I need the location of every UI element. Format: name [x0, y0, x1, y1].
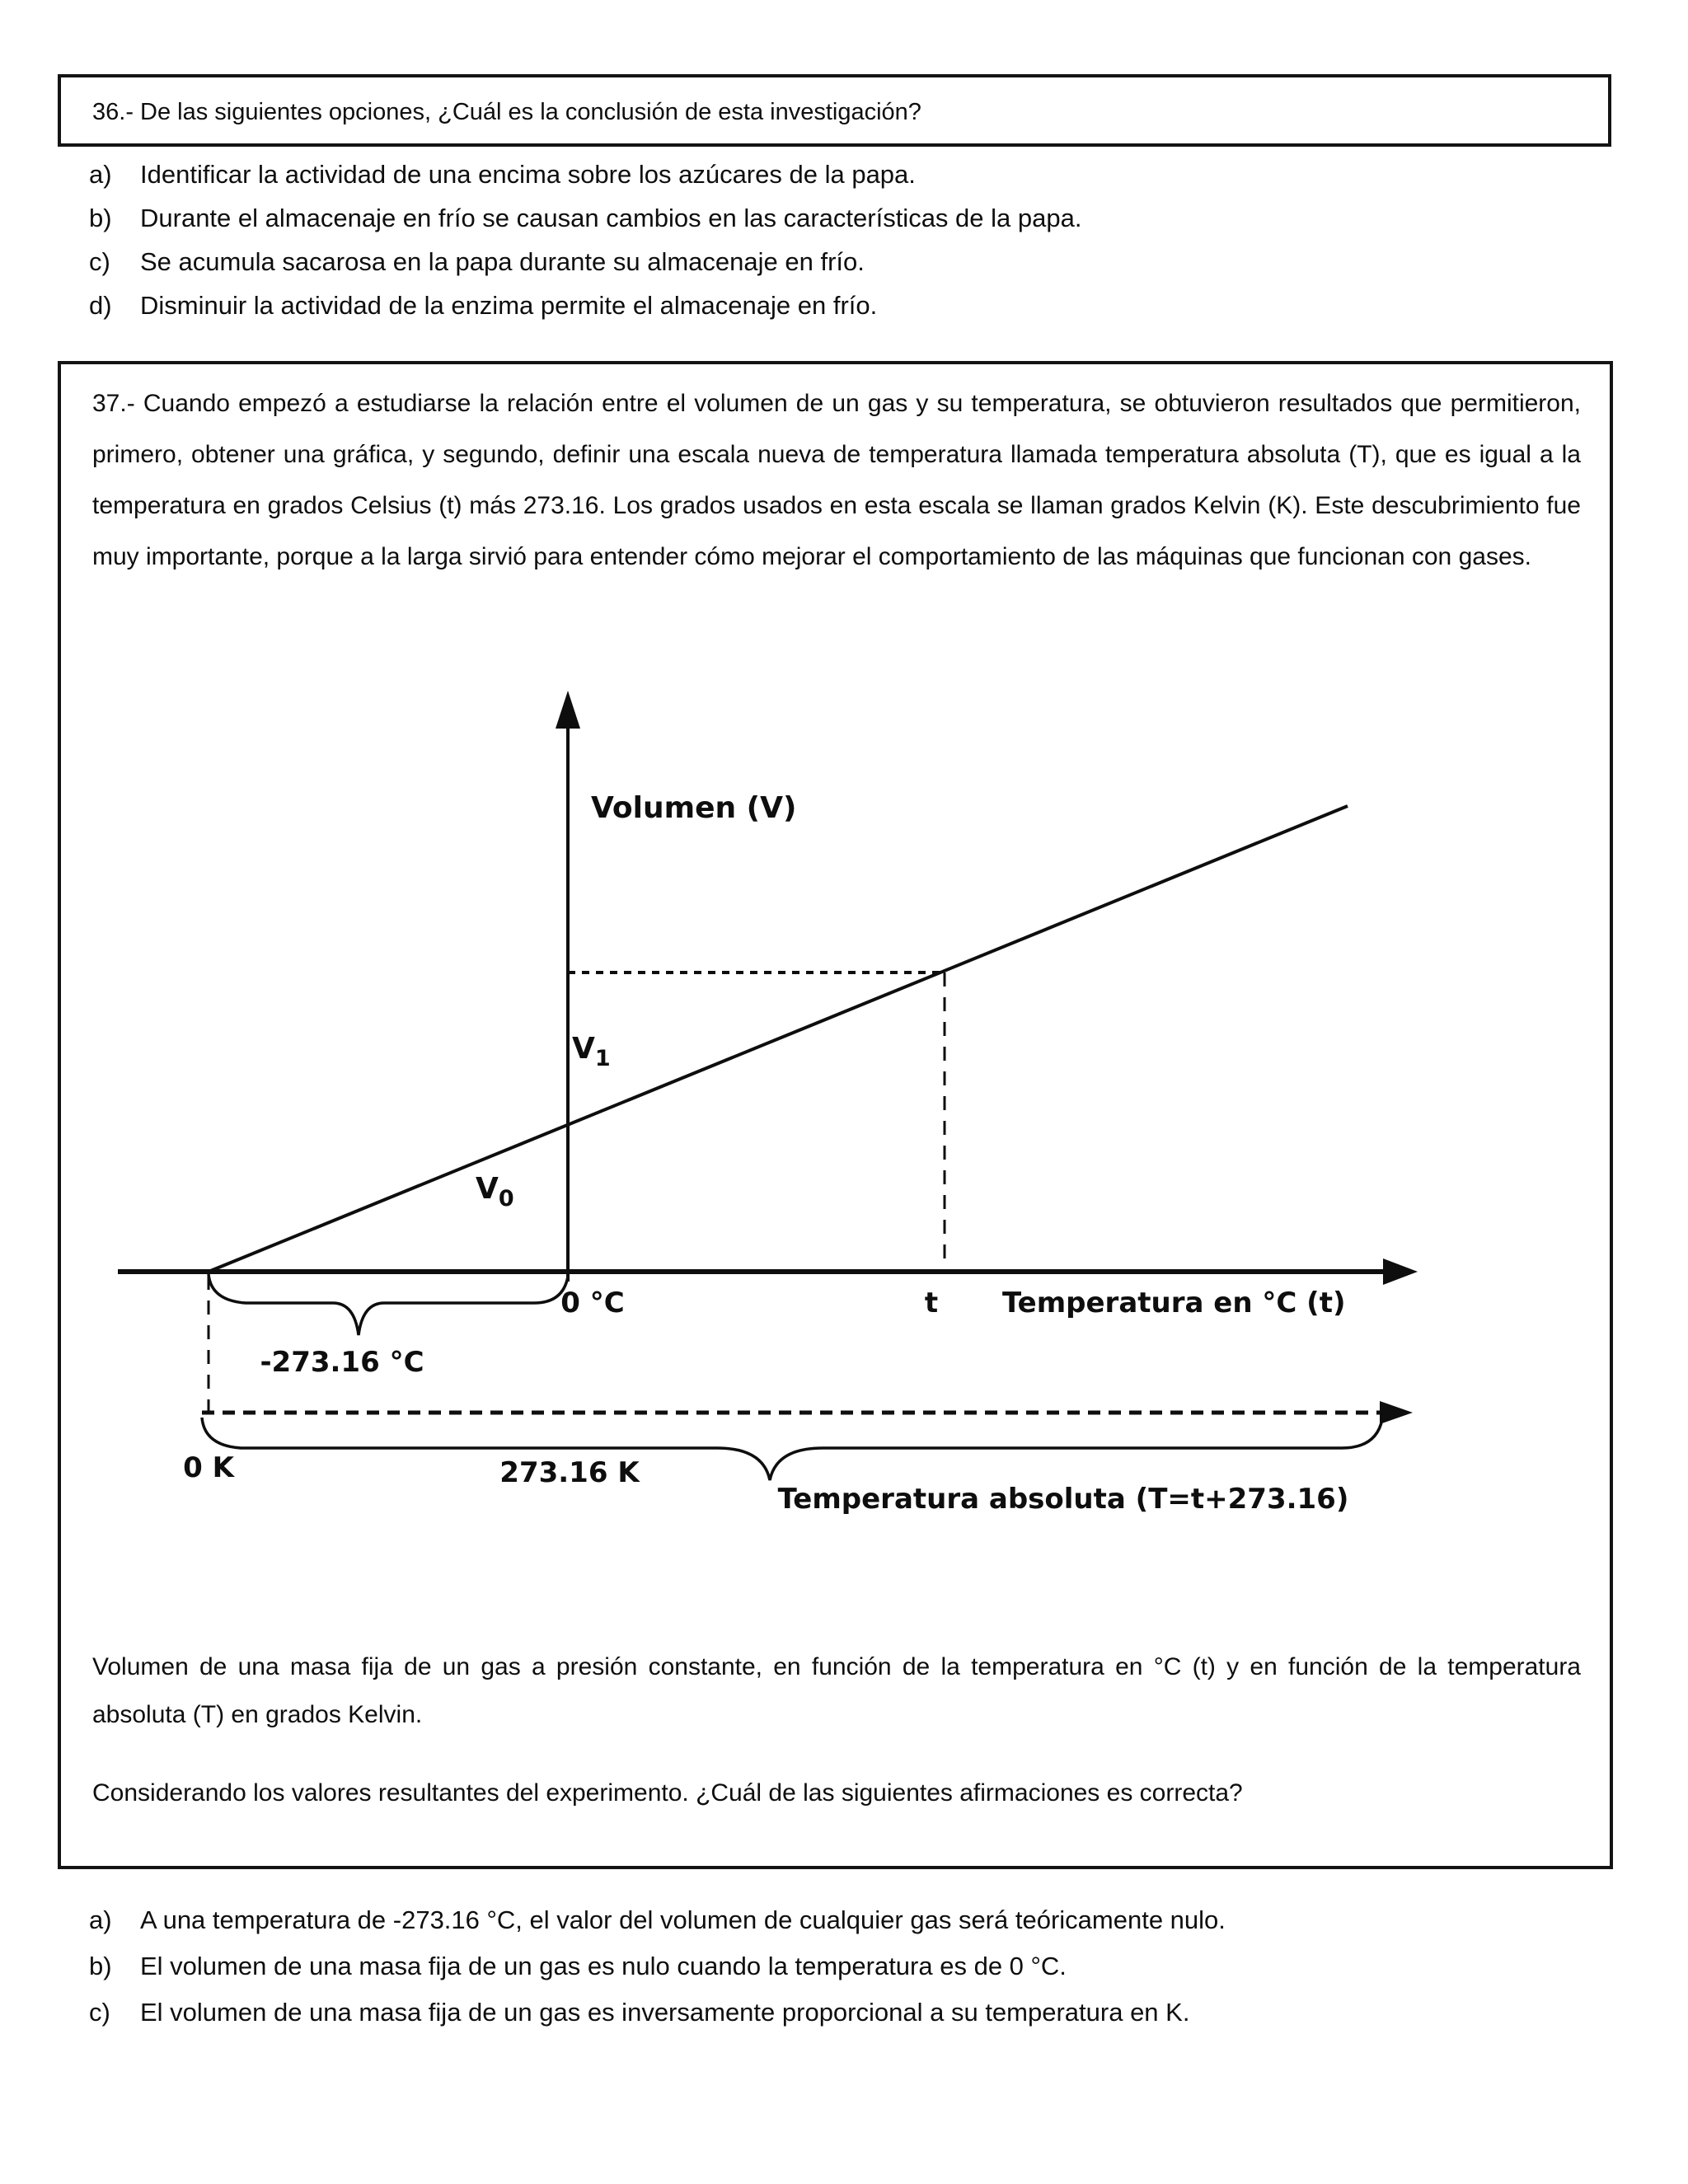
y-axis-label: Volumen (V)	[591, 791, 797, 825]
option-marker: c)	[89, 247, 110, 276]
option-marker: a)	[89, 160, 112, 189]
option-marker: a)	[89, 1905, 112, 1934]
x-axis-arrow-icon	[1383, 1258, 1418, 1285]
question-36-option-c	[89, 244, 1639, 280]
question-36-box	[58, 74, 1611, 147]
minus-273-label: -273.16 °C	[260, 1346, 424, 1379]
figure-caption: Volumen de una masa fija de un gas a presión constante, en función de la temperatura en °C (t) y en función de la temperatura absoluta (T) en grados Kelvin.	[92, 1653, 1581, 1728]
option-marker: b)	[89, 1952, 112, 1980]
gas-line	[209, 806, 1348, 1272]
zero-celsius-label: 0 °C	[560, 1286, 625, 1319]
v1-label: $V_1$	[572, 1032, 611, 1071]
kelvin-273-label: 273.16 K	[499, 1456, 640, 1489]
question-37-closing: Considerando los valores resultantes del experimento. ¿Cuál de las siguientes afirmaciones es correcta?	[92, 1779, 1243, 1807]
option-marker: b)	[89, 204, 112, 232]
question-37-box	[58, 361, 1613, 1869]
celsius-brace	[209, 1274, 568, 1335]
y-axis-arrow-icon	[556, 691, 580, 729]
option-marker: c)	[89, 1998, 110, 2027]
option-text: El volumen de una masa fija de un gas es inversamente proporcional a su temperatura en K.	[140, 1998, 1190, 2027]
v0-label: $V_0$	[476, 1172, 514, 1212]
question-36-option-d	[89, 288, 1639, 324]
question-36-option-a	[89, 157, 1639, 193]
absolute-temperature-label: Temperatura absoluta (T=t+273.16)	[777, 1483, 1349, 1516]
question-37-option-c	[89, 1990, 1639, 2036]
question-36-options	[89, 157, 1639, 331]
kelvin-brace	[202, 1418, 1382, 1480]
option-text: Identificar la actividad de una encima sobre los azúcares de la papa.	[140, 160, 916, 189]
option-text: A una temperatura de -273.16 °C, el valor del volumen de cualquier gas será teóricamente nulo.	[140, 1905, 1226, 1934]
option-text: Disminuir la actividad de la enzima permite el almacenaje en frío.	[140, 291, 878, 320]
question-37-option-a	[89, 1897, 1639, 1943]
option-text: Se acumula sacarosa en la papa durante su almacenaje en frío.	[140, 247, 865, 276]
option-text: Durante el almacenaje en frío se causan cambios en las características de la papa.	[140, 204, 1082, 232]
question-36-header: 36.- De las siguientes opciones, ¿Cuál es la conclusión de esta investigación?	[92, 99, 921, 125]
gas-temperature-chart	[61, 686, 1609, 1576]
zero-kelvin-label: 0 K	[183, 1451, 234, 1484]
question-37-options	[89, 1897, 1639, 2036]
question-36-option-b	[89, 200, 1639, 237]
t-tick-label: t	[924, 1286, 939, 1319]
option-marker: d)	[89, 291, 112, 320]
option-text: El volumen de una masa fija de un gas es nulo cuando la temperatura es de 0 °C.	[140, 1952, 1067, 1980]
question-37-paragraph: 37.- Cuando empezó a estudiarse la relación entre el volumen de un gas y su temperatura, se obtuvieron resultados que permitieron, primero, obtener una gráfica, y segundo, definir una escala nueva de temperatura llamada temperatura absoluta (T), que es igual a la temperatura en grados Celsius (t) más 273.16. Los grados usados en esta escala se llaman grados Kelvin (K). Este descubrimiento fue muy importante, porque a la larga sirvió para entender cómo mejorar el comportamiento de las máquinas que funcionan con gases.	[92, 390, 1581, 570]
question-37-option-b	[89, 1943, 1639, 1990]
kelvin-axis-arrow-icon	[1380, 1401, 1413, 1424]
x-axis-label: Temperatura en °C (t)	[1002, 1286, 1346, 1319]
